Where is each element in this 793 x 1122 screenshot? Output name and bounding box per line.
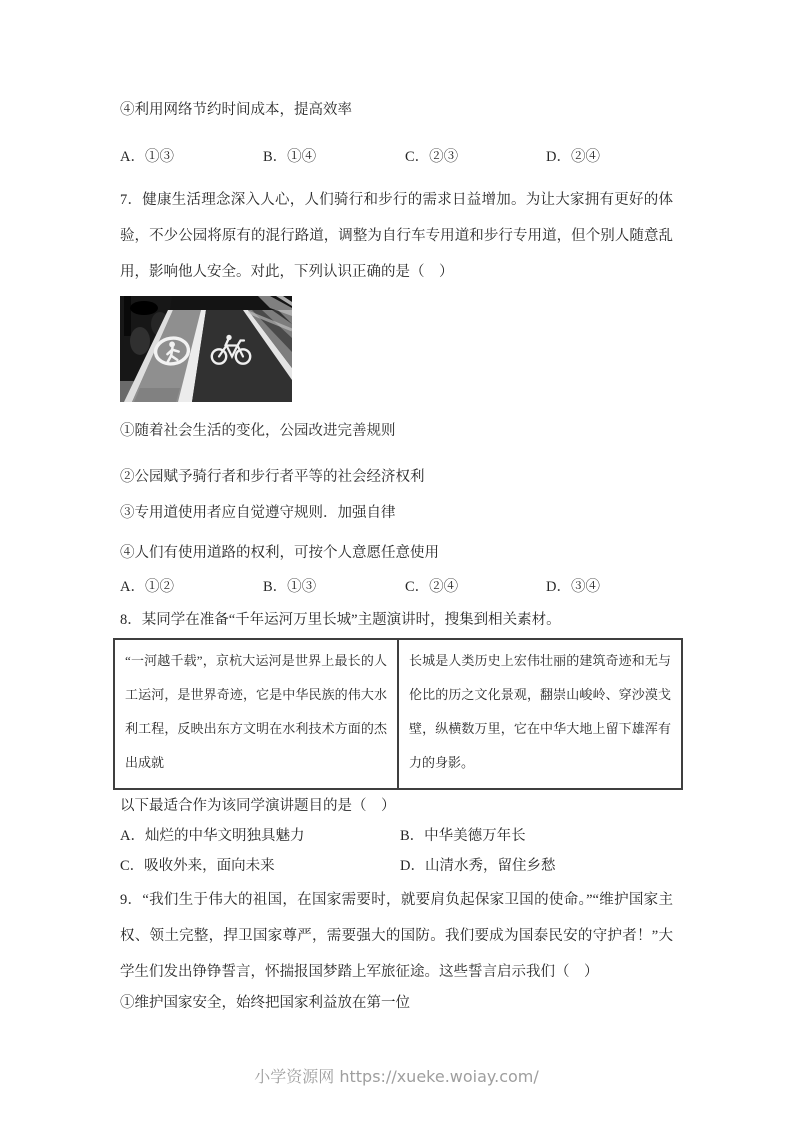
option-c: C．②④ <box>405 579 459 595</box>
option-c: C．②③ <box>405 149 459 165</box>
option-d: D．山清水秀，留住乡愁 <box>400 858 556 874</box>
option-d: D．③④ <box>546 579 600 595</box>
q7-stem: 7．健康生活理念深入人心，人们骑行和步行的需求日益增加。为让大家拥有更好的体验，不少公园将原有的混行路道，调整为自行车专用道和步行专用道，但个别人随意乱用，影响他人安全。对此，下列认识正确的是（ ） <box>120 192 673 280</box>
q8-options-row-ab <box>120 824 673 848</box>
lane-photo-image <box>120 296 292 402</box>
q9-item-1: ①维护国家安全，始终把国家利益放在第一位 <box>120 995 410 1011</box>
q8-stem: 8．某同学在准备“千年运河万里长城”主题演讲时，搜集到相关素材。 <box>120 612 561 628</box>
option-b: B．①④ <box>263 149 317 165</box>
q7-item-4: ④人们有使用道路的权利，可按个人意愿任意使用 <box>120 545 439 561</box>
option-a: A．①② <box>120 579 174 595</box>
q6-item-4: ④利用网络节约时间成本，提高效率 <box>120 102 352 118</box>
q7-options-row <box>120 576 673 598</box>
option-d: D．②④ <box>546 149 600 165</box>
page-footer <box>0 1064 793 1087</box>
exam-page-content <box>120 0 673 1014</box>
table-cell-canal: “一河越千载”，京杭大运河是世界上最长的人工运河，是世界奇迹，它是中华民族的伟大水利工程，反映出东方文明在水利技术方面的杰出成就 <box>114 639 398 789</box>
q8-materials-table <box>113 638 683 790</box>
q7-item-3: ③专用道使用者应自觉遵守规则．加强自律 <box>120 505 396 521</box>
table-cell-greatwall: 长城是人类历史上宏伟壮丽的建筑奇迹和无与伦比的历之文化景观，翻崇山峻岭、穿沙漠戈壁，纵横数万里，它在中华大地上留下雄浑有力的身影。 <box>398 639 682 789</box>
option-b: B．中华美德万年长 <box>400 828 526 844</box>
option-a: A．①③ <box>120 149 174 165</box>
footer-url[interactable]: https://xueke.woiay.com/ <box>339 1067 539 1086</box>
q6-options-row <box>120 146 673 168</box>
q8-question-line: 以下最适合作为该同学演讲题目的是（ ） <box>120 798 396 814</box>
option-c: C．吸收外来，面向未来 <box>120 858 275 874</box>
q8-options-row-cd <box>120 854 673 878</box>
table-row <box>114 639 682 789</box>
q9-stem: 9．“我们生于伟大的祖国，在国家需要时，就要肩负起保家卫国的使命。”“维护国家主权、领土完整，捍卫国家尊严，需要强大的国防。我们要成为国泰民安的守护者！”大学生们发出铮铮誓言，怀揣报国梦踏上军旅征途。这些誓言启示我们（ ） <box>120 892 673 980</box>
lane-photo <box>120 296 292 402</box>
option-a: A．灿烂的中华文明独具魅力 <box>120 828 305 844</box>
q7-item-2: ②公园赋予骑行者和步行者平等的社会经济权利 <box>120 469 425 485</box>
q7-item-1: ①随着社会生活的变化，公园改进完善规则 <box>120 423 396 439</box>
footer-site-name: 小学资源网 <box>254 1067 335 1086</box>
option-b: B．①③ <box>263 579 317 595</box>
